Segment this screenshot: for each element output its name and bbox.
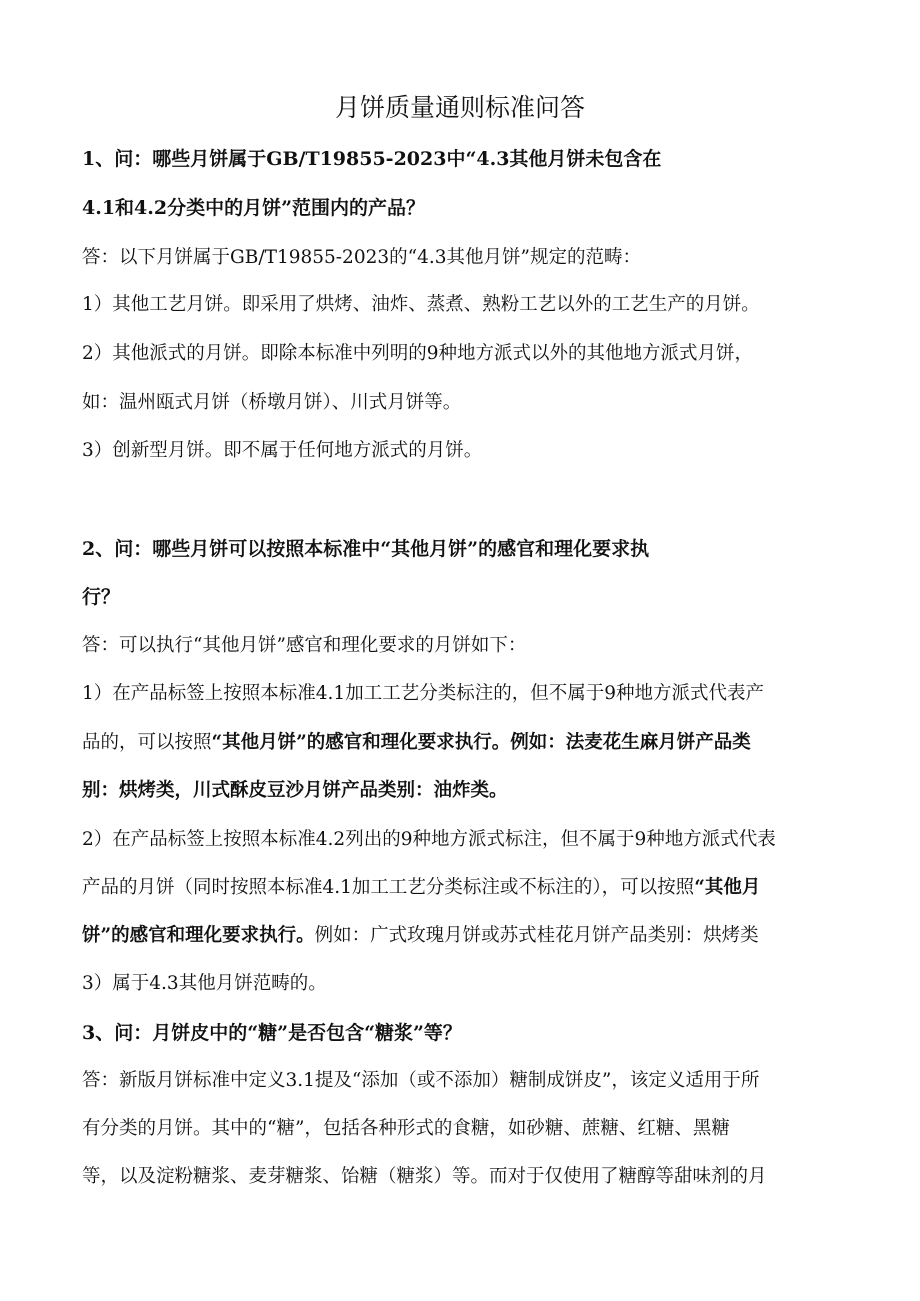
q1-question-line2: 4.1和4.2分类中的月饼”范围内的产品？: [82, 197, 426, 219]
q1-item1: 1）其他工艺月饼。即采用了烘烤、油炸、蒸煮、熟粉工艺以外的工艺生产的月饼。: [82, 294, 760, 315]
q2-question-line2: 行？: [82, 586, 121, 608]
q2-answer-intro: 答：可以执行“其他月饼”感官和理化要求的月饼如下：: [82, 635, 527, 656]
q2-question-line1: 2、问：哪些月饼可以按照本标准中“其他月饼”的感官和理化要求执: [82, 538, 650, 560]
q2-item2-line2: [82, 874, 842, 902]
q1-question-line1: 1、问：哪些月饼属于GB/T19855-2023中“4.3其他月饼未包含在: [82, 148, 662, 170]
q2-item2-line3-bold: 饼”的感官和理化要求执行。: [82, 925, 315, 946]
q2-item2-line3: [82, 922, 842, 950]
q3-answer-line2: 有分类的月饼。其中的“糖”，包括各种形式的食糖，如砂糖、蔗糖、红糖、黑糖: [82, 1118, 730, 1139]
q3-question: 3、问：月饼皮中的“糖”是否包含“糖浆”等？: [82, 1022, 462, 1044]
q2-item3: 3）属于4.3其他月饼范畴的。: [82, 973, 327, 994]
q2-item1-line2: [82, 729, 842, 757]
q3-answer-line3: 等，以及淀粉糖浆、麦芽糖浆、饴糖（糖浆）等。而对于仅使用了糖醇等甜味剂的月: [82, 1166, 767, 1187]
q2-item2-line3-normal: 例如：广式玫瑰月饼或苏式桂花月饼产品类别：烘烤类: [314, 925, 759, 946]
q1-item2-line1: 2）其他派式的月饼。即除本标准中列明的9种地方派式以外的其他地方派式月饼，: [82, 343, 754, 364]
q3-answer-line1: 答：新版月饼标准中定义3.1提及“添加（或不添加）糖制成饼皮”，该定义适用于所: [82, 1070, 760, 1091]
q1-item3: 3）创新型月饼。即不属于任何地方派式的月饼。: [82, 440, 483, 461]
q1-answer-intro: 答：以下月饼属于GB/T19855-2023的“4.3其他月饼”规定的范畴：: [82, 247, 641, 268]
q2-item2-line1: 2）在产品标签上按照本标准4.2列出的9种地方派式标注，但不属于9种地方派式代表: [82, 829, 776, 850]
q2-item1-line3: 别：烘烤类，川式酥皮豆沙月饼产品类别：油炸类。: [82, 780, 508, 801]
document-title: 月饼质量通则标准问答: [334, 93, 585, 122]
q2-item1-line2-bold: “其他月饼”的感官和理化要求执行。例如：法麦花生麻月饼产品类: [211, 732, 751, 753]
q2-item2-line2-bold: “其他月: [694, 877, 761, 898]
q2-item1-line2-normal: 品的，可以按照: [82, 732, 212, 753]
q1-item2-line2: 如：温州瓯式月饼（桥墩月饼）、川式月饼等。: [82, 392, 462, 413]
q2-item1-line1: 1）在产品标签上按照本标准4.1加工工艺分类标注的，但不属于9种地方派式代表产: [82, 683, 764, 704]
q2-item2-line2-normal: 产品的月饼（同时按照本标准4.1加工工艺分类标注或不标注的），可以按照: [82, 877, 695, 898]
